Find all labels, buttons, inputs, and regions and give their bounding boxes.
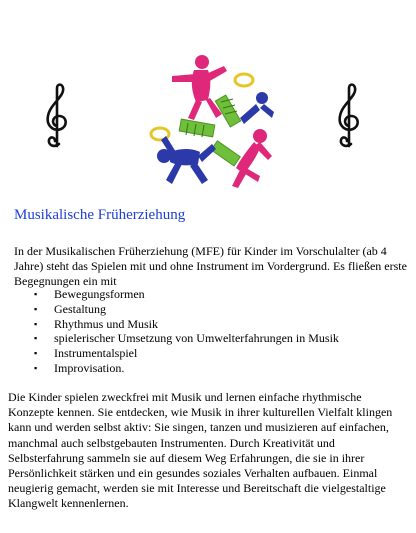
list-item — [14, 346, 409, 361]
treble-clef-icon — [332, 82, 366, 150]
list-item — [14, 317, 409, 332]
dancing-children-logo — [136, 52, 282, 192]
list-item-label: Gestaltung — [54, 301, 106, 316]
bullet-marker: ▪ — [34, 333, 38, 344]
list-item — [14, 361, 409, 376]
topic-list — [14, 287, 409, 376]
bullet-marker: ▪ — [34, 289, 38, 299]
blue-dancer-icon — [157, 136, 216, 184]
list-item-label: Instrumentalspiel — [54, 346, 138, 361]
page-title: Musikalische Früherziehung — [14, 207, 186, 223]
list-item — [14, 287, 409, 302]
pink-dancer-icon — [172, 55, 227, 120]
list-item-label: Rhythmus und Musik — [54, 316, 159, 331]
bullet-marker: ▪ — [34, 348, 38, 359]
list-item-label: Improvisation. — [54, 360, 125, 375]
bullet-marker: ▪ — [34, 362, 38, 373]
body-paragraph: Die Kinder spielen zweckfrei mit Musik und lernen einfache rhythmische Konzepte kennen. Sie entdecken, wie Musik in ihrer kulturellen Vielfalt klingen kann und werden selbst aktiv: Sie singen, tanzen und musizieren auf einfachen, manchmal auch selbstgebauten Instrumenten. Durch Kreativität und Selbsterfahrung sammeln sie auf diesem Weg Erfahrungen, die sie in ihrer Persönlichkeit stärken und ein gesundes soziales Verhalten aufbauen. Einmal neugierig gemacht, werden sie mit Interesse und Bereitschaft die vielgestaltige Klangwelt kennenlernen. — [8, 390, 393, 511]
list-item — [14, 302, 409, 317]
treble-clef-icon — [40, 82, 74, 150]
list-item-label: Bewegungsformen — [54, 287, 145, 301]
intro-paragraph: In der Musikalischen Früherziehung (MFE) für Kinder im Vorschulalter (ab 4 Jahre) steht das Spielen mit und ohne Instrument im Vordergrund. Es fließen erste Begegnungen ein mit — [14, 244, 407, 289]
bullet-marker: ▪ — [34, 318, 38, 329]
list-item-label: spielerischer Umsetzung von Umwelterfahrungen in Musik — [54, 331, 339, 346]
list-item — [14, 331, 409, 346]
bullet-marker: ▪ — [34, 303, 38, 314]
